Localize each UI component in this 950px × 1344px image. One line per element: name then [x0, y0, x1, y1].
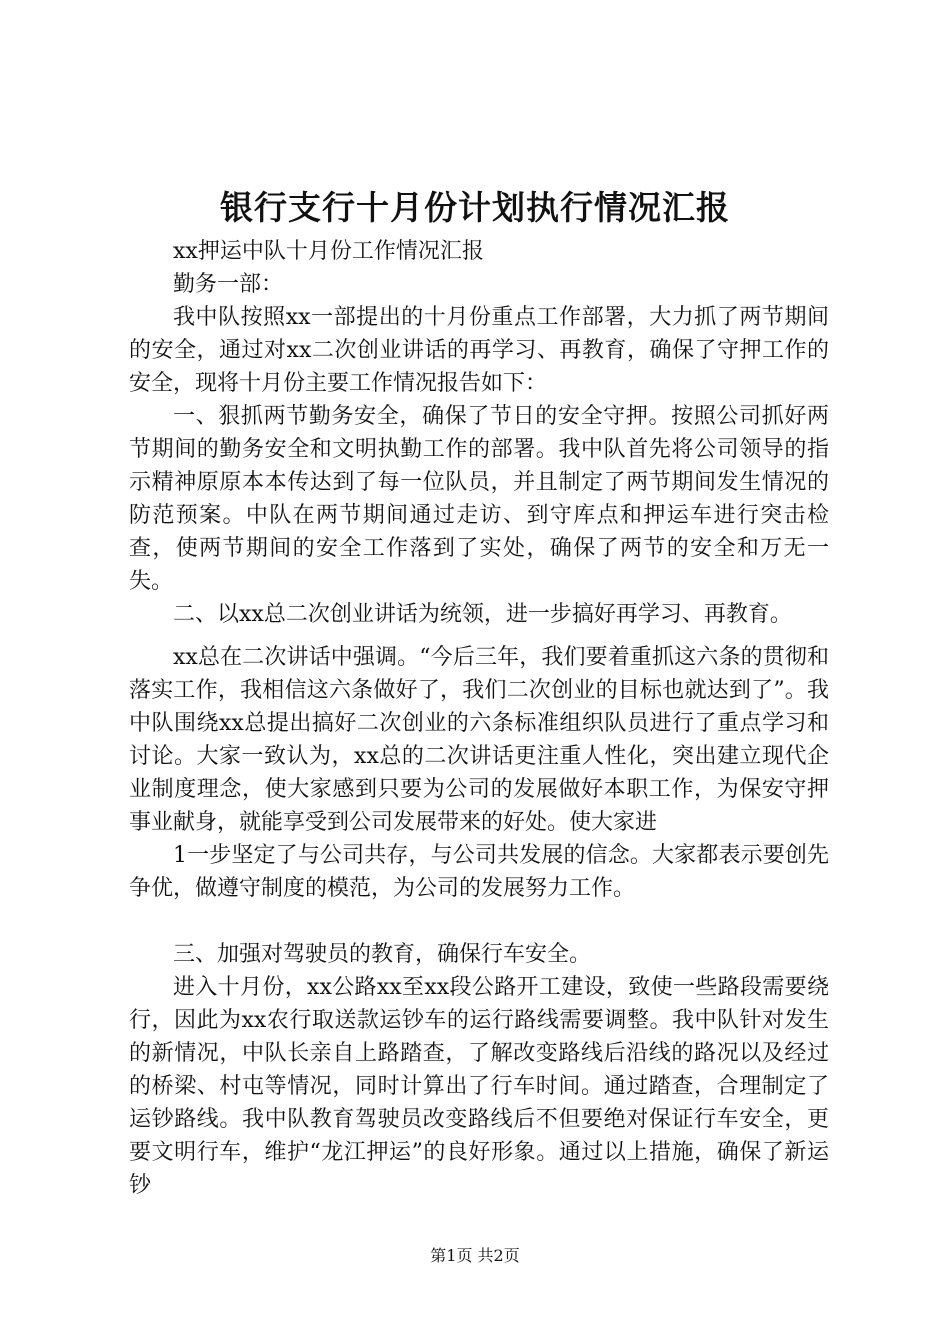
paragraph-section-three-body: 进入十月份，xx公路xx至xx段公路开工建设，致使一些路段需要绕行，因此为xx农行取送款运钞车的运行路线需要调整。我中队针对发生的新情况，中队长亲自上路踏查，了解改变路线后沿线的路况以及经过的桥梁、村屯等情况，同时计算出了行车时间。通过踏查，合理制定了运钞路线。我中队教育驾驶员改变路线后不但要绝对保证行车安全，更要文明行车，维护“龙江押运”的良好形象。通过以上措施，确保了新运钞 — [129, 975, 829, 1198]
paragraph-intro: 我中队按照xx一部提出的十月份重点工作部署，大力抓了两节期间的安全，通过对xx二次创业讲话的再学习、再教育，确保了守押工作的安全，现将十月份主要工作情况报告如下： — [129, 305, 829, 396]
paragraph-section-three-heading: 三、加强对驾驶员的教育，确保行车安全。 — [173, 942, 592, 967]
paragraph-subtitle: xx押运中队十月份工作情况汇报 — [173, 239, 484, 264]
document-title: 银行支行十月份计划执行情况汇报 — [220, 188, 730, 227]
paragraph-section-two-continued: 1一步坚定了与公司共存，与公司共发展的信念。大家都表示要创先争优，做遵守制度的模范，为公司的发展努力工作。 — [129, 843, 829, 901]
paragraph-section-one: 一、狠抓两节勤务安全，确保了节日的安全守押。按照公司抓好两节期间的勤务安全和文明执勤工作的部署。我中队首先将公司领导的指示精神原原本本传达到了每一位队员，并且制定了两节期间发生情况的防范预案。中队在两节期间通过走访、到守库点和押运车进行突击检查，使两节期间的安全工作落到了实处，确保了两节的安全和万无一失。 — [129, 404, 829, 594]
paragraph-section-two-heading: 二、以xx总二次创业讲话为统领，进一步搞好再学习、再教育。 — [173, 602, 792, 627]
paragraph-section-two-body: xx总在二次讲话中强调。“今后三年，我们要着重抓这六条的贯彻和落实工作，我相信这六条做好了，我们二次创业的目标也就达到了”。我中队围绕xx总提出搞好二次创业的六条标准组织队员进行了重点学习和讨论。大家一致认为，xx总的二次讲话更注重人性化，突出建立现代企业制度理念，使大家感到只要为公司的发展做好本职工作，为保安守押事业献身，就能享受到公司发展带来的好处。使大家进 — [129, 645, 829, 835]
page-number-footer: 第1页 共2页 — [430, 1246, 520, 1265]
document-body — [129, 235, 829, 1202]
paragraph-addressee: 勤务一部： — [173, 272, 284, 297]
